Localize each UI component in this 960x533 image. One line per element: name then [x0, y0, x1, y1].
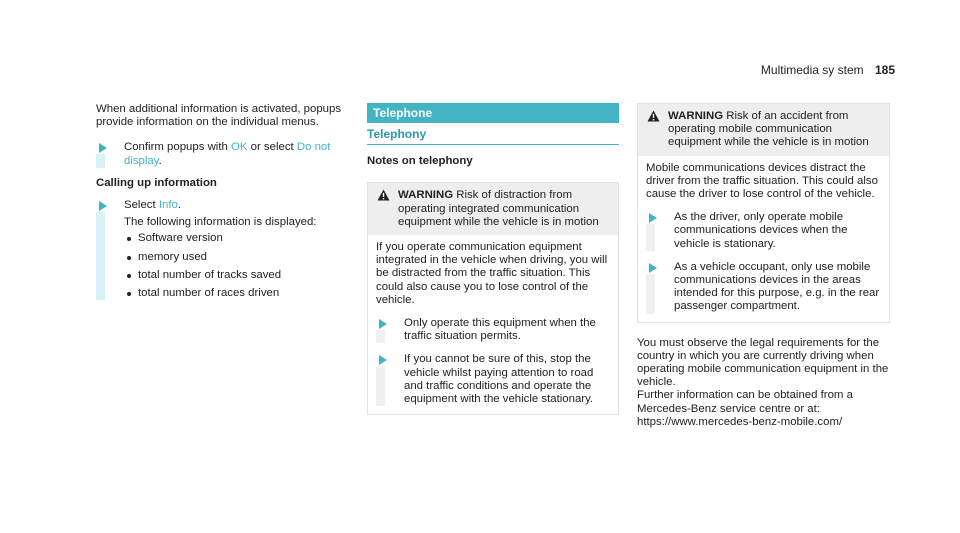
- arrow-right-icon: [99, 143, 107, 153]
- page-number: 185: [874, 63, 895, 77]
- info-link[interactable]: Info: [158, 199, 178, 212]
- warning-body: [368, 235, 618, 414]
- step-text: As a vehicle occupant, only use mobile communications devices in the areas intended for this purpose, e.g. in the rear passenger compartment.: [674, 260, 880, 313]
- arrow-right-icon: [99, 201, 107, 211]
- displayed-text: The following information is displayed:: [124, 216, 317, 229]
- step-bar: [646, 274, 655, 314]
- step-bar: [96, 154, 105, 167]
- arrow-right-icon: [379, 319, 387, 329]
- step-text: .: [177, 199, 181, 212]
- column-left: [96, 103, 358, 305]
- step-text: As the driver, only operate mobile communications devices when the vehicle is stationary.: [674, 211, 848, 250]
- warning-body: [638, 156, 889, 322]
- step-bar: [646, 224, 655, 251]
- step-bar: [96, 212, 105, 300]
- arrow-right-icon: [649, 213, 657, 223]
- column-right: [637, 103, 890, 429]
- warning-header: [368, 183, 618, 235]
- warning-box: [367, 182, 619, 415]
- step-bar: [376, 330, 385, 343]
- warning-head-text: Risk of distraction from operating integrated communication equipment while the vehicle is in motion: [398, 189, 599, 228]
- warning-head-text: Risk of an accident from operating mobile communication equipment while the vehicle is in motion: [668, 110, 869, 149]
- warning-step: [646, 261, 881, 314]
- arrow-right-icon: [649, 263, 657, 273]
- step-select-info: [96, 199, 358, 300]
- list-item: total number of tracks saved: [124, 269, 358, 282]
- arrow-right-icon: [379, 355, 387, 365]
- warning-label: WARNING: [668, 110, 724, 122]
- subsection-title: Telephony: [367, 128, 619, 145]
- notes-heading: Notes on telephony: [367, 155, 473, 168]
- list-item: total number of races driven: [124, 287, 358, 300]
- ok-link[interactable]: OK: [231, 141, 248, 154]
- step-bar: [376, 366, 385, 406]
- step-text: or select: [247, 141, 297, 154]
- further-info-text: Further information can be obtained from a Mercedes-Benz service centre or at: https://www.mercedes-benz-mobile.com/: [637, 389, 853, 428]
- step-text: Confirm popups with: [124, 141, 231, 154]
- warning-step: [376, 317, 610, 343]
- step-text: If you cannot be sure of this, stop the vehicle whilst paying attention to road and traffic conditions and operate the equipment with the vehicle stationary.: [404, 353, 594, 406]
- warning-header: [638, 104, 889, 156]
- list-item: memory used: [124, 251, 358, 264]
- warning-triangle-icon: [647, 110, 660, 122]
- warning-triangle-icon: [377, 189, 390, 201]
- step-text: Select: [124, 199, 159, 212]
- section-title: Telephone: [367, 103, 619, 123]
- page-header: [761, 64, 895, 77]
- list-item: Software version: [124, 232, 358, 245]
- step-text: .: [158, 154, 162, 167]
- warning-label: WARNING: [398, 189, 454, 202]
- header-title: Multimedia sy stem: [760, 63, 864, 77]
- info-list: [124, 232, 358, 300]
- warning-box: [637, 103, 890, 323]
- warning-body-text: Mobile communications devices distract the driver from the traffic situation. This could also cause the driver to lose control of the vehicle.: [646, 161, 878, 201]
- warning-step: [376, 353, 610, 406]
- warning-body-text: If you operate communication equipment integrated in the vehicle when driving, you will be distracted from the traffic situation. This could also cause you to lose control of the vehicle.: [376, 241, 608, 306]
- intro-text: When additional information is activated, popups provide information on the individual menus.: [96, 103, 342, 129]
- do-not-display-link[interactable]: Do not display: [124, 141, 331, 167]
- step-confirm-popups: [96, 141, 358, 167]
- legal-requirements-text: You must observe the legal requirements for the country in which you are currently driving when operating mobile communication equipment in the vehicle.: [637, 336, 889, 389]
- calling-up-heading: Calling up information: [96, 176, 217, 189]
- warning-step: [646, 211, 881, 251]
- column-middle: [367, 103, 619, 415]
- step-text: Only operate this equipment when the traffic situation permits.: [404, 317, 596, 343]
